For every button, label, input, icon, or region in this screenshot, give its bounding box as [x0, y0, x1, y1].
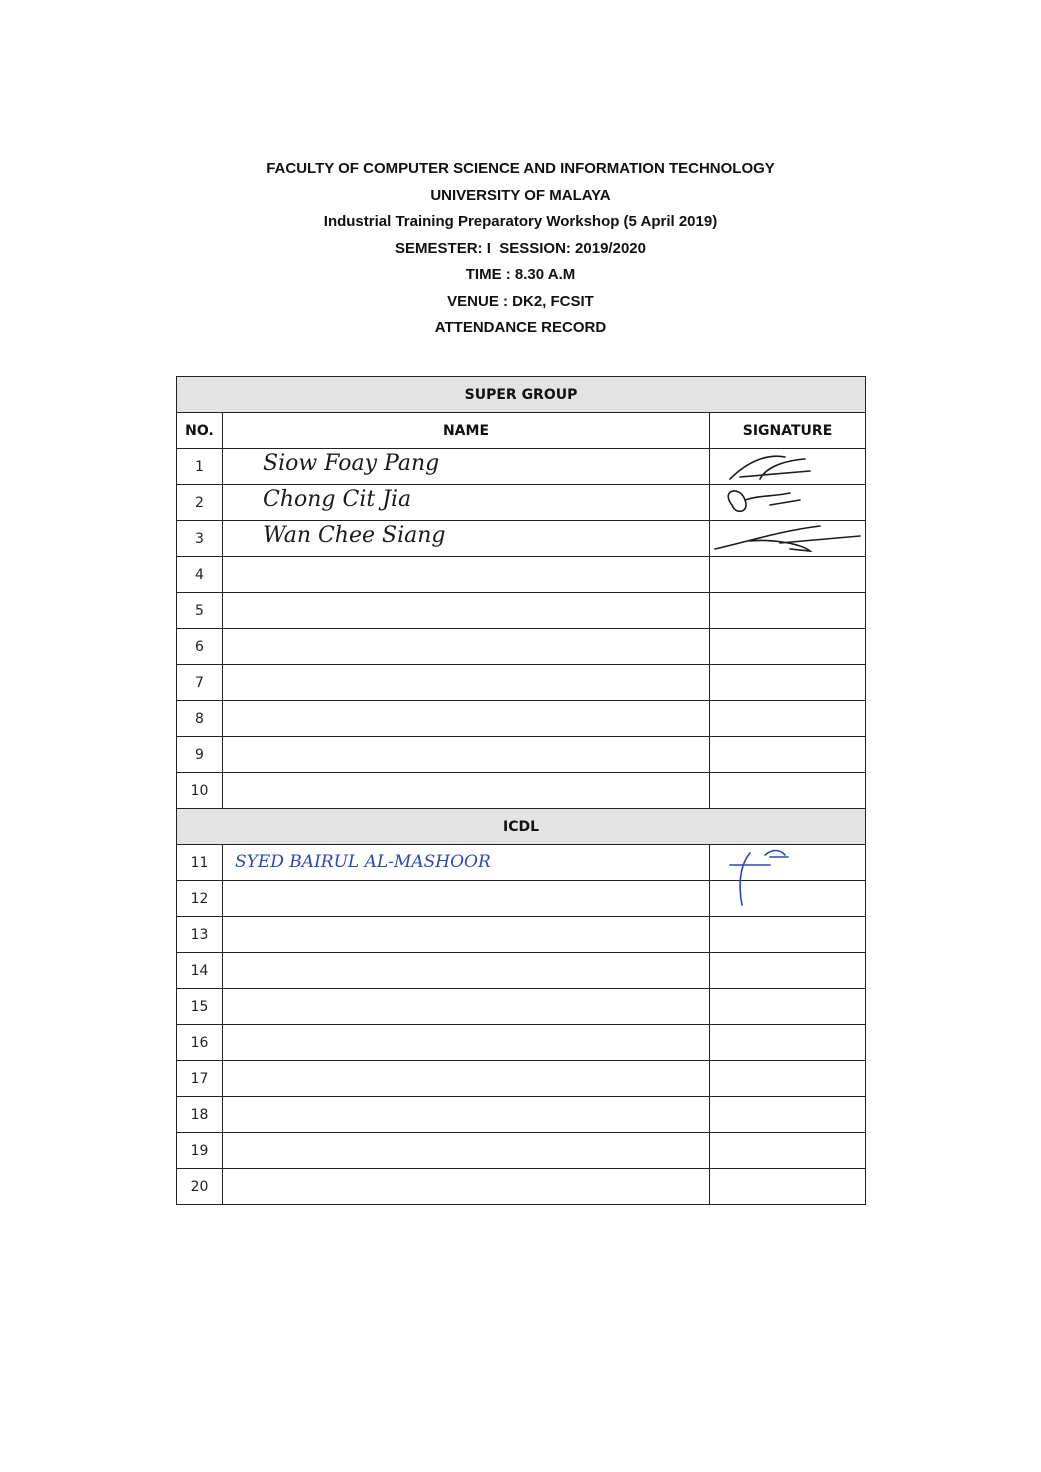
table-row — [177, 917, 866, 953]
signature-scribble — [710, 845, 860, 879]
signature-cell — [710, 521, 866, 557]
event-venue: VENUE : DK2, FCSIT — [447, 292, 594, 310]
row-number: 12 — [177, 881, 223, 917]
name-cell — [223, 773, 710, 809]
group-header-row — [177, 377, 866, 413]
row-number: 3 — [177, 521, 223, 557]
row-number: 8 — [177, 701, 223, 737]
signature-cell — [710, 1061, 866, 1097]
row-number: 7 — [177, 665, 223, 701]
signature-cell — [710, 737, 866, 773]
table-row — [177, 845, 866, 881]
signature-cell — [710, 989, 866, 1025]
row-number: 13 — [177, 917, 223, 953]
column-header-signature: SIGNATURE — [710, 413, 866, 449]
row-number: 2 — [177, 485, 223, 521]
row-number: 14 — [177, 953, 223, 989]
name-cell — [223, 881, 710, 917]
row-number: 4 — [177, 557, 223, 593]
signature-cell — [710, 917, 866, 953]
group-title: SUPER GROUP — [177, 377, 866, 413]
table-row — [177, 593, 866, 629]
name-cell — [223, 665, 710, 701]
faculty-title: FACULTY OF COMPUTER SCIENCE AND INFORMATION TECHNOLOGY — [266, 160, 775, 177]
row-number: 19 — [177, 1133, 223, 1169]
signature-cell — [710, 485, 866, 521]
table-row — [177, 773, 866, 809]
table-row — [177, 485, 866, 521]
name-cell — [223, 737, 710, 773]
row-number: 6 — [177, 629, 223, 665]
signature-cell — [710, 1097, 866, 1133]
name-cell — [223, 521, 710, 557]
row-number: 18 — [177, 1097, 223, 1133]
table-row — [177, 1169, 866, 1205]
signature-cell — [710, 629, 866, 665]
column-header-row — [177, 413, 866, 449]
table-row — [177, 521, 866, 557]
row-number: 5 — [177, 593, 223, 629]
table-row — [177, 701, 866, 737]
signature-cell — [710, 593, 866, 629]
semester-session: SEMESTER: I SESSION: 2019/2020 — [395, 239, 646, 257]
signature-scribble — [710, 485, 860, 519]
signature-cell — [710, 881, 866, 917]
table-row — [177, 953, 866, 989]
table-row — [177, 629, 866, 665]
name-cell — [223, 1169, 710, 1205]
row-number: 1 — [177, 449, 223, 485]
row-number: 20 — [177, 1169, 223, 1205]
name-cell — [223, 1133, 710, 1169]
record-title: ATTENDANCE RECORD — [434, 319, 607, 336]
table-row — [177, 881, 866, 917]
handwritten-name: Wan Chee Siang — [263, 523, 446, 548]
signature-cell — [710, 1133, 866, 1169]
group-title: ICDL — [177, 809, 866, 845]
name-cell — [223, 1061, 710, 1097]
document-header — [0, 156, 1041, 342]
name-cell — [223, 701, 710, 737]
name-cell — [223, 449, 710, 485]
name-cell — [223, 629, 710, 665]
table-row — [177, 665, 866, 701]
table-row — [177, 989, 866, 1025]
event-title: Industrial Training Preparatory Workshop (5 April 2019) — [323, 213, 718, 230]
name-cell — [223, 1097, 710, 1133]
row-number: 16 — [177, 1025, 223, 1061]
event-time: TIME : 8.30 A.M — [465, 266, 576, 283]
row-number: 9 — [177, 737, 223, 773]
row-number: 10 — [177, 773, 223, 809]
signature-scribble — [710, 521, 860, 555]
column-header-name: NAME — [223, 413, 710, 449]
signature-cell — [710, 1025, 866, 1061]
column-header-no: NO. — [177, 413, 223, 449]
signature-cell — [710, 665, 866, 701]
signature-cell — [710, 1169, 866, 1205]
name-cell — [223, 845, 710, 881]
attendance-table-body — [177, 377, 866, 1205]
name-cell — [223, 917, 710, 953]
table-row — [177, 1097, 866, 1133]
handwritten-name: Siow Foay Pang — [263, 451, 440, 476]
signature-cell — [710, 953, 866, 989]
name-cell — [223, 593, 710, 629]
signature-cell — [710, 701, 866, 737]
group-header-row — [177, 809, 866, 845]
table-row — [177, 1133, 866, 1169]
table-row — [177, 449, 866, 485]
table-row — [177, 557, 866, 593]
attendance-table — [176, 376, 866, 1205]
signature-cell — [710, 773, 866, 809]
table-row — [177, 1025, 866, 1061]
name-cell — [223, 953, 710, 989]
signature-cell — [710, 845, 866, 881]
row-number: 15 — [177, 989, 223, 1025]
table-row — [177, 1061, 866, 1097]
handwritten-name: SYED BAIRUL AL-MASHOOR — [235, 852, 491, 872]
signature-cell — [710, 449, 866, 485]
row-number: 17 — [177, 1061, 223, 1097]
name-cell — [223, 557, 710, 593]
table-row — [177, 737, 866, 773]
handwritten-name: Chong Cit Jia — [263, 487, 412, 512]
university-title: UNIVERSITY OF MALAYA — [430, 186, 611, 204]
name-cell — [223, 1025, 710, 1061]
signature-cell — [710, 557, 866, 593]
name-cell — [223, 989, 710, 1025]
name-cell — [223, 485, 710, 521]
signature-scribble — [710, 449, 860, 483]
row-number: 11 — [177, 845, 223, 881]
